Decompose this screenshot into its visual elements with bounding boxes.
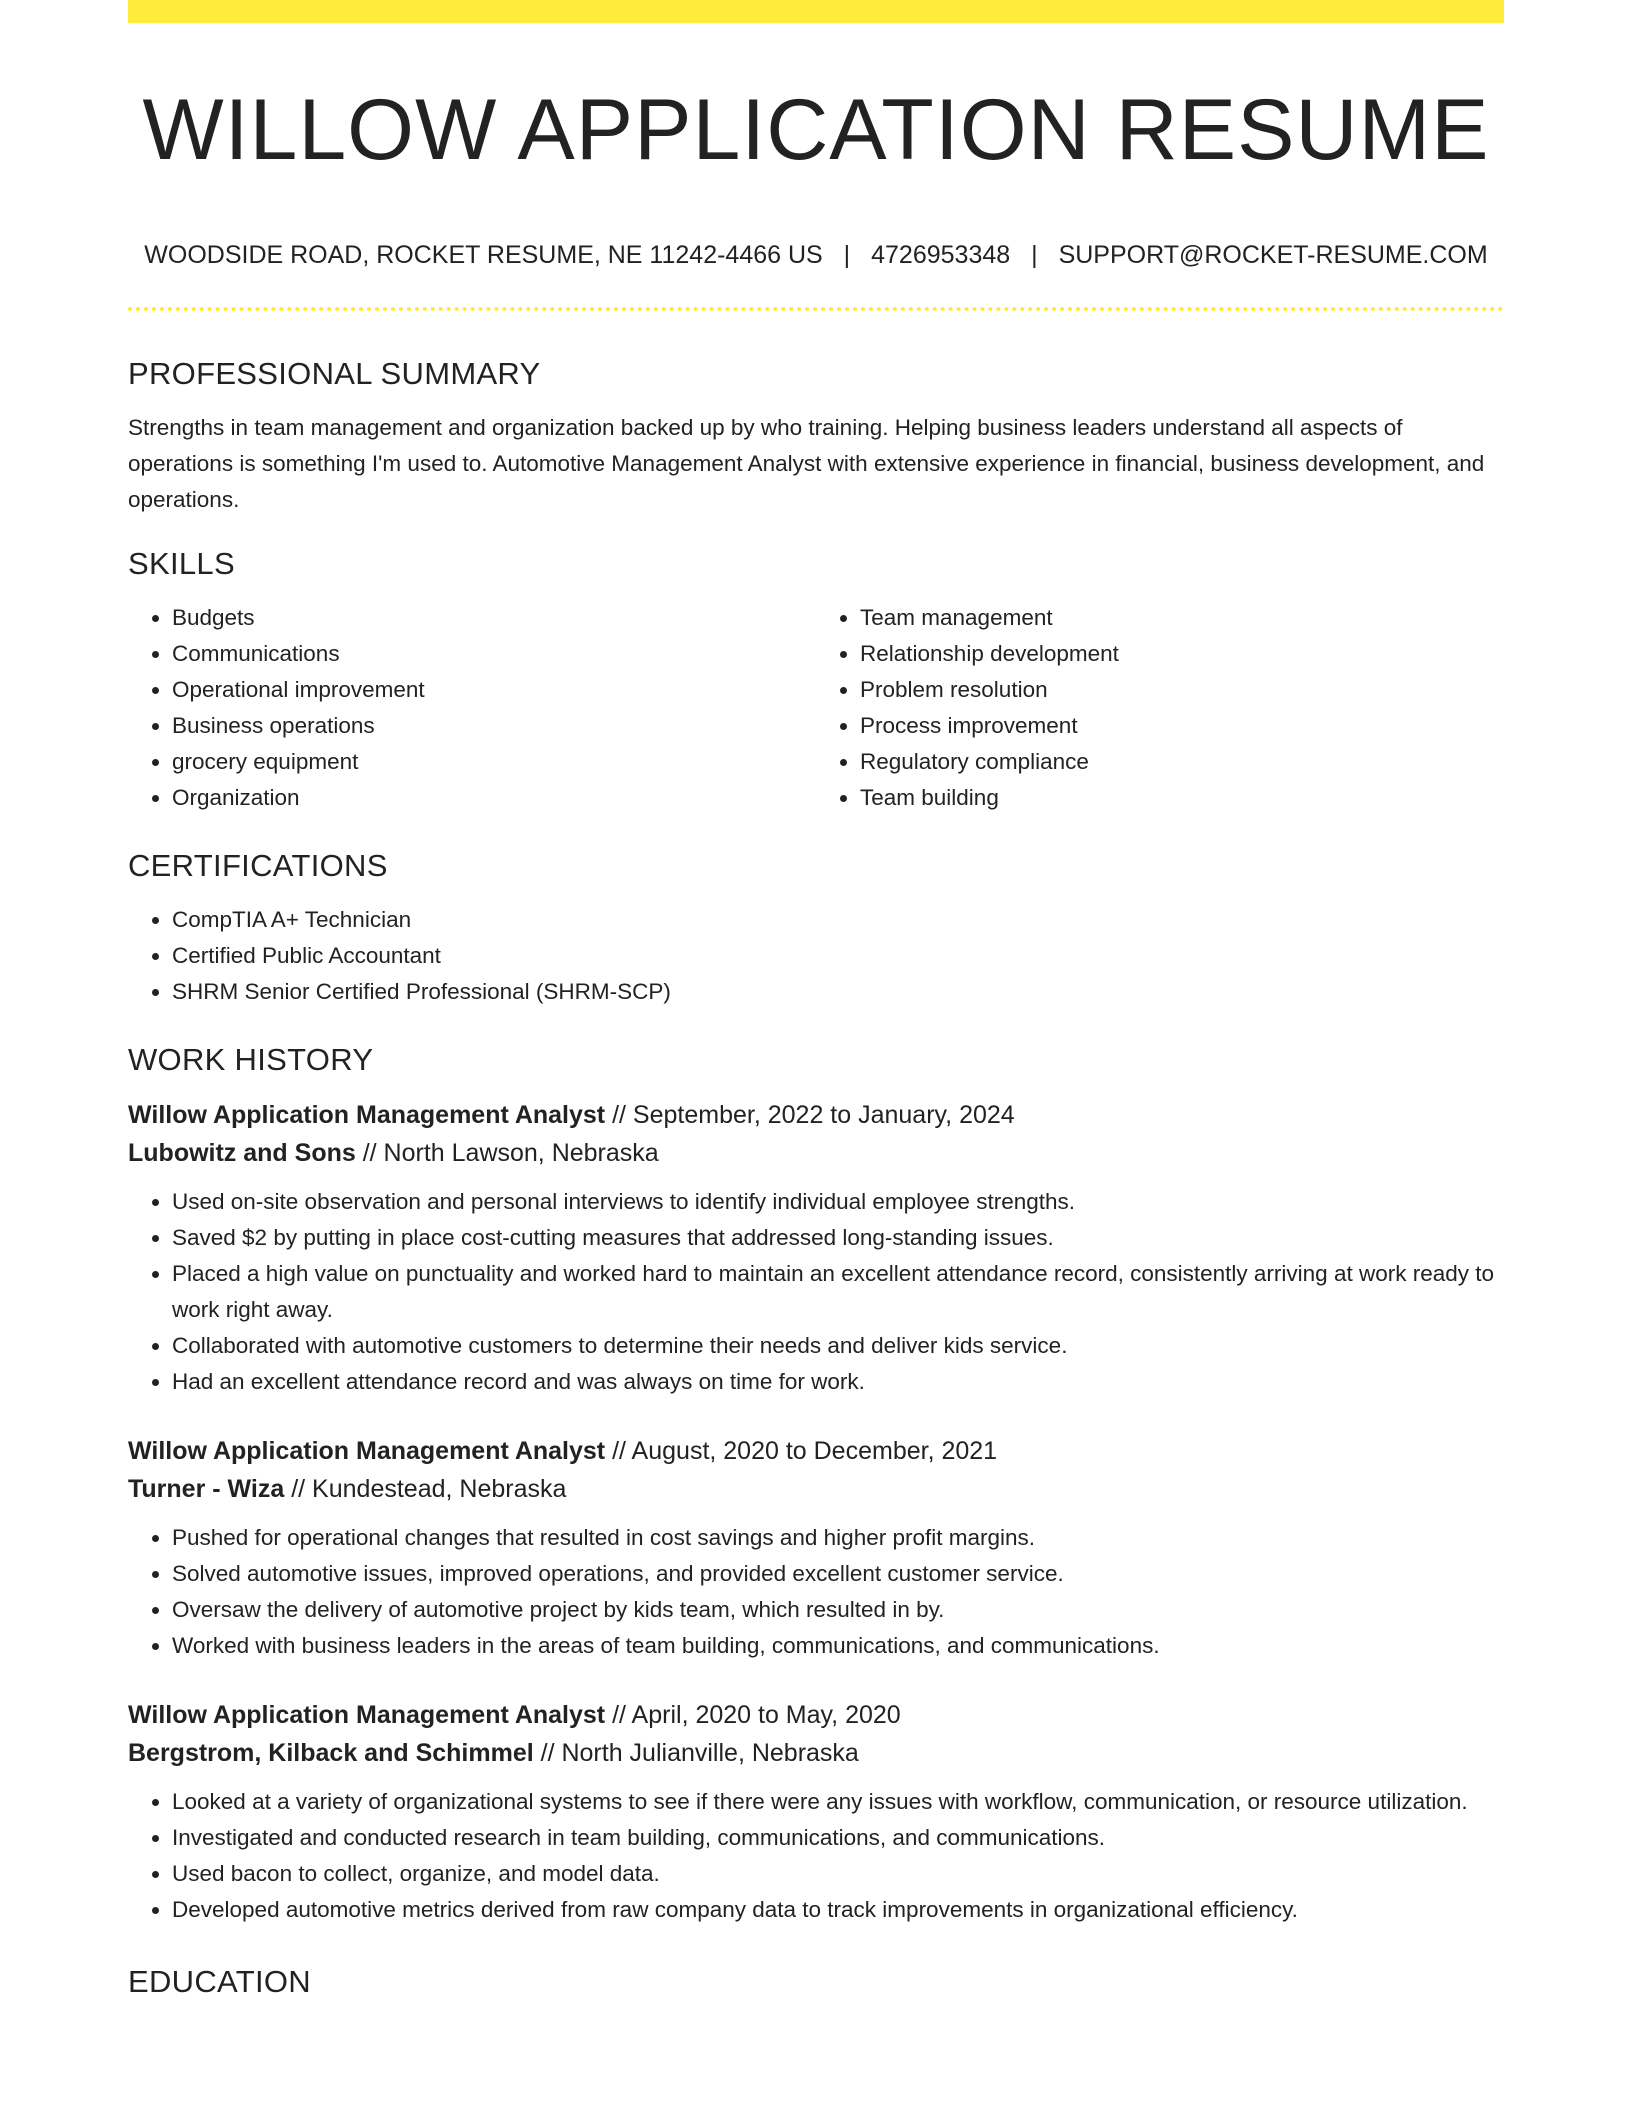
contact-line: [128, 238, 1504, 272]
certifications-section: [128, 844, 1504, 1010]
skill-item: • Operational improvement: [172, 672, 816, 708]
skills-right-list: [816, 600, 1504, 816]
job-dates: // September, 2022 to January, 2024: [612, 1101, 1015, 1129]
contact-address: WOODSIDE ROAD, ROCKET RESUME, NE 11242-4466 US: [144, 241, 823, 269]
contact-separator: |: [1031, 241, 1038, 269]
job-entry: [128, 1096, 1504, 1400]
job-bullet: • Pushed for operational changes that resulted in cost savings and higher profit margins.: [172, 1520, 1504, 1556]
certifications-heading: CERTIFICATIONS: [128, 848, 388, 883]
skills-left-list: [128, 600, 816, 816]
skill-item: • Organization: [172, 780, 816, 816]
skill-item: • Regulatory compliance: [860, 744, 1504, 780]
job-role: Willow Application Management Analyst: [128, 1437, 606, 1465]
job-dates: // April, 2020 to May, 2020: [612, 1701, 901, 1729]
job-role-line: [128, 1696, 1504, 1734]
job-bullet: • Worked with business leaders in the areas of team building, communications, and communications.: [172, 1628, 1504, 1664]
skills-columns: [128, 600, 1504, 816]
skills-section: [128, 542, 1504, 816]
job-bullet: • Solved automotive issues, improved operations, and provided excellent customer service.: [172, 1556, 1504, 1592]
job-location: // North Julianville, Nebraska: [540, 1739, 859, 1767]
header-divider: [128, 307, 1504, 311]
job-entry: [128, 1432, 1504, 1664]
summary-text: Strengths in team management and organization backed up by who training. Helping business leaders understand all aspects of operations is something I'm used to. Automotive Management Analyst with extensive experience in financial, business development, and operations.: [128, 415, 1485, 512]
skill-item: • Business operations: [172, 708, 816, 744]
contact-email: SUPPORT@ROCKET-RESUME.COM: [1058, 241, 1488, 269]
job-bullet: • Collaborated with automotive customers to determine their needs and deliver kids service.: [172, 1328, 1504, 1364]
job-role: Willow Application Management Analyst: [128, 1701, 606, 1729]
summary-section: [128, 352, 1504, 518]
education-section: [128, 1960, 1504, 2004]
summary-heading: PROFESSIONAL SUMMARY: [128, 356, 541, 391]
skill-item: • Budgets: [172, 600, 816, 636]
skill-item: • Problem resolution: [860, 672, 1504, 708]
job-company-line: [128, 1470, 1504, 1508]
jobs-list: [128, 1096, 1504, 1928]
job-company-line: [128, 1734, 1504, 1772]
work-history-section: [128, 1038, 1504, 1928]
job-bullet: • Had an excellent attendance record and was always on time for work.: [172, 1364, 1504, 1400]
job-company: Turner - Wiza: [128, 1475, 285, 1503]
job-role-line: [128, 1096, 1504, 1134]
job-entry: [128, 1696, 1504, 1928]
job-bullet: • Looked at a variety of organizational systems to see if there were any issues with workflow, communication, or resource utilization.: [172, 1784, 1504, 1820]
job-bullet: • Investigated and conducted research in team building, communications, and communications.: [172, 1820, 1504, 1856]
job-bullets: [128, 1184, 1504, 1400]
job-bullets: [128, 1784, 1504, 1928]
job-location: // North Lawson, Nebraska: [362, 1139, 659, 1167]
job-company: Bergstrom, Kilback and Schimmel: [128, 1739, 534, 1767]
job-dates: // August, 2020 to December, 2021: [612, 1437, 998, 1465]
resume-content: [128, 352, 1504, 2018]
job-bullet: • Placed a high value on punctuality and worked hard to maintain an excellent attendance record, consistently arriving at work ready to work right away.: [172, 1256, 1504, 1328]
education-heading: EDUCATION: [128, 1964, 311, 1999]
job-bullet: • Oversaw the delivery of automotive project by kids team, which resulted in by.: [172, 1592, 1504, 1628]
skill-item: • grocery equipment: [172, 744, 816, 780]
certification-item: • Certified Public Accountant: [172, 938, 1504, 974]
top-accent-bar: [128, 0, 1504, 23]
certification-item: • SHRM Senior Certified Professional (SHRM-SCP): [172, 974, 1504, 1010]
job-bullet: • Used on-site observation and personal interviews to identify individual employee strengths.: [172, 1184, 1504, 1220]
job-bullet: • Developed automotive metrics derived from raw company data to track improvements in organizational efficiency.: [172, 1892, 1504, 1928]
job-company: Lubowitz and Sons: [128, 1139, 356, 1167]
skill-item: • Relationship development: [860, 636, 1504, 672]
skill-item: • Process improvement: [860, 708, 1504, 744]
skill-item: • Team building: [860, 780, 1504, 816]
skill-item: • Communications: [172, 636, 816, 672]
certification-item: • CompTIA A+ Technician: [172, 902, 1504, 938]
job-bullet: • Saved $2 by putting in place cost-cutting measures that addressed long-standing issues.: [172, 1220, 1504, 1256]
job-company-line: [128, 1134, 1504, 1172]
skills-heading: SKILLS: [128, 546, 235, 581]
job-role-line: [128, 1432, 1504, 1470]
resume-title: WILLOW APPLICATION RESUME: [142, 82, 1490, 178]
skill-item: • Team management: [860, 600, 1504, 636]
contact-separator: |: [843, 241, 851, 269]
job-bullet: • Used bacon to collect, organize, and model data.: [172, 1856, 1504, 1892]
work-history-heading: WORK HISTORY: [128, 1042, 374, 1077]
contact-phone: 4726953348: [871, 241, 1011, 269]
certifications-list: [128, 902, 1504, 1010]
job-role: Willow Application Management Analyst: [128, 1101, 606, 1129]
job-location: // Kundestead, Nebraska: [291, 1475, 567, 1503]
job-bullets: [128, 1520, 1504, 1664]
